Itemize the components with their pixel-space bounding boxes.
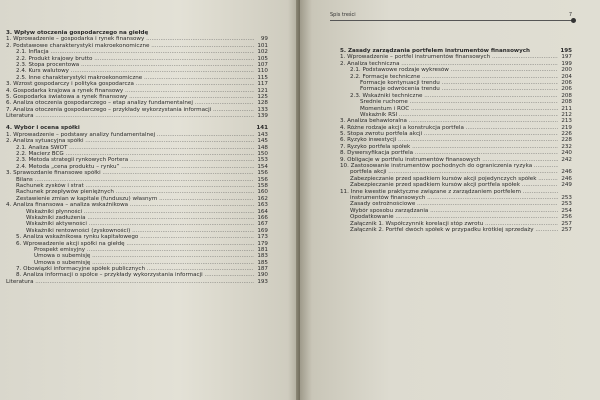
toc-entry-title: 2.3. Metoda strategii rynkowych Portera .....	[6, 157, 254, 163]
toc-entry-title: 4. Analiza finansowa – analiza wskaźnikowa .....	[6, 202, 254, 208]
toc-entry-title: Zabezpieczanie przed spadkiem kursów akcji portfela spółek .....	[340, 182, 558, 188]
toc-entry-page: 199	[561, 60, 572, 67]
toc-entry-page: 254	[561, 207, 572, 214]
toc-entry-title: 2.5. Inne charakterystyki makroekonomiczne .....	[6, 75, 254, 81]
toc-entry-title: Literatura .....	[6, 279, 254, 285]
toc-entry-title: Wskaźniki aktywności .....	[6, 221, 254, 227]
toc-entry-title: 2.2. Produkt krajowy brutto .....	[6, 56, 254, 62]
toc-entry-page: 212	[561, 111, 572, 118]
toc-entry-title: 2.1. Podstawowe rodzaje wykresów .....	[340, 67, 558, 73]
toc-entry-page: 101	[257, 42, 268, 49]
toc-entry-page: 257	[561, 226, 572, 233]
toc-entry	[340, 227, 572, 233]
toc-entry-page: 156	[257, 170, 268, 177]
toc-entry-title: Rachunek zysków i strat .....	[6, 183, 254, 189]
toc-entry-page: 208	[561, 92, 572, 99]
toc-entry-page: 145	[257, 138, 268, 145]
toc-entry-title: Literatura .....	[6, 113, 254, 119]
toc-entry-page: 213	[561, 118, 572, 125]
toc-entry-title: 3. Analiza behawioralna .....	[340, 118, 558, 124]
toc-entry-title: 10. Zastosowanie instrumentów pochodnych do ograniczenia ryzyka .....	[340, 163, 558, 169]
toc-entry-title: 3. Sprawozdanie finansowe spółki .....	[6, 170, 254, 176]
toc-entry-title: Opodatkowanie .....	[340, 214, 558, 220]
toc-entry-page: 228	[561, 137, 572, 144]
toc-entry-title: 2.4. Kurs walutowy .....	[6, 68, 254, 74]
toc-entry-page: 105	[257, 55, 268, 62]
toc-entry-title: Rachunek przepływów pieniężnych .....	[6, 189, 254, 195]
toc-entry-page: 253	[561, 201, 572, 208]
toc-entry-page: 187	[257, 266, 268, 273]
toc-entry-page: 150	[257, 151, 268, 158]
toc-entry-title: 4. Różne rodzaje akcji a konstrukcja portfela .....	[340, 125, 558, 131]
toc-entry-title: Załącznik 2. Portfel dwóch spółek w przypadku krótkiej sprzedaży .....	[340, 227, 558, 233]
toc-entry-title: Wskaźniki płynności .....	[6, 209, 254, 215]
toc-entry-title: Umowa o subemisję .....	[6, 260, 254, 266]
toc-entry-title: Wybór sposobu zarządzania .....	[340, 208, 558, 214]
toc-entry-title: 7. Obowiązki informacyjne spółek publicznych .....	[6, 266, 254, 272]
toc-entry-title: 2.2. Macierz BCG .....	[6, 151, 254, 157]
toc-entry-page: 246	[561, 175, 572, 182]
toc-entry-page: 117	[257, 81, 268, 88]
toc-entry-page: 179	[257, 240, 268, 247]
toc-entry-title: Zestawienie zmian w kapitale (funduszu) własnym .....	[6, 196, 254, 202]
toc-entry-title: 3. Wzrost gospodarczy i polityka gospodarcza .....	[6, 81, 254, 87]
toc-entry-page: 246	[561, 169, 572, 176]
toc-entry-page: 181	[257, 246, 268, 253]
right-table-of-contents	[340, 42, 572, 233]
toc-entry-title: 1. Wprowadzenie – portfel instrumentów finansowych .....	[340, 54, 558, 60]
toc-entry-page: 193	[257, 278, 268, 285]
toc-entry-title: Formacje odwrócenia trendu .....	[340, 86, 558, 92]
toc-entry-page: 208	[561, 99, 572, 106]
toc-entry-page: 166	[257, 214, 268, 221]
toc-entry-page: 256	[561, 214, 572, 221]
toc-entry-page: 162	[257, 195, 268, 202]
toc-entry-title: 1. Wprowadzenie – podstawy analizy fundamentalnej .....	[6, 132, 254, 138]
toc-entry-page: 226	[561, 131, 572, 138]
toc-entry-page: 185	[257, 259, 268, 266]
toc-entry-title: 5. Stopa zwrotu portfela akcji .....	[340, 131, 558, 137]
toc-entry-page: 219	[561, 124, 572, 131]
toc-entry-page: 102	[257, 49, 268, 56]
toc-entry-page: 128	[257, 100, 268, 107]
toc-entry-title: 2.3. Stopa procentowa .....	[6, 62, 254, 68]
toc-entry-page: 206	[561, 86, 572, 93]
toc-entry-page: 133	[257, 106, 268, 113]
toc-entry-page: 153	[257, 157, 268, 164]
toc-entry-page: 160	[257, 189, 268, 196]
running-header-title: Spis treści	[330, 12, 356, 18]
page-number: 7	[568, 12, 572, 18]
toc-entry-page: 232	[561, 143, 572, 150]
toc-entry-page: 121	[257, 87, 268, 94]
toc-entry	[6, 113, 268, 119]
toc-entry-title: 6. Ryzyko inwestycji .....	[340, 137, 558, 143]
toc-entry	[6, 279, 268, 285]
toc-entry-page: 253	[561, 194, 572, 201]
toc-entry-title: Bilans .....	[6, 177, 254, 183]
toc-entry-title: Umowa o subemisję .....	[6, 253, 254, 259]
toc-entry-title: Średnie ruchome .....	[340, 99, 558, 105]
toc-entry-page: 257	[561, 220, 572, 227]
toc-entry-page: 211	[561, 105, 572, 112]
left-table-of-contents	[6, 24, 268, 285]
toc-entry-title: 2.1. Inflacja .....	[6, 49, 254, 55]
toc-entry-title: 8. Analiza informacji o spółce – przykłady wykorzystania informacji .....	[6, 272, 254, 278]
toc-entry-page: 125	[257, 93, 268, 100]
toc-entry-page: 169	[257, 227, 268, 234]
toc-entry-title: Wskaźniki zadłużenia .....	[6, 215, 254, 221]
toc-entry-page: 141	[256, 125, 268, 132]
toc-entry-title: 5. Gospodarka światowa a rynek finansowy .....	[6, 94, 254, 100]
toc-entry-page: 242	[561, 156, 572, 163]
toc-entry-title: Zabezpieczanie przed spadkiem kursów akcji pojedynczych spółek .....	[340, 176, 558, 182]
toc-entry-page: 200	[561, 67, 572, 74]
toc-entry-page: 115	[257, 74, 268, 81]
toc-entry-page: 167	[257, 221, 268, 228]
header-dot	[571, 18, 576, 23]
toc-entry-title: 2.4. Metoda „cena produktu – rynku” .....	[6, 164, 254, 170]
toc-entry-page: 206	[561, 79, 572, 86]
toc-entry-page: 156	[257, 176, 268, 183]
toc-entry-title: 5. Analiza wskaźnikowa rynku kapitałowego .....	[6, 234, 254, 240]
toc-entry-title: Załącznik 1. Współczynnik korelacji stóp zwrotu .....	[340, 221, 558, 227]
toc-entry-page: 183	[257, 253, 268, 260]
toc-entry-title: 3. Wpływ otoczenia gospodarczego na giełdę	[6, 30, 149, 36]
toc-entry-title: 2.3. Wskaźniki techniczne .....	[340, 93, 558, 99]
toc-entry-title: 8. Dywersyfikacja portfela .....	[340, 150, 558, 156]
toc-entry-title: 6. Analiza otoczenia gospodarczego – etap analizy fundamentalnej .....	[6, 100, 254, 106]
toc-entry-title: 7. Ryzyko portfela spółek .....	[340, 144, 558, 150]
running-header	[330, 8, 572, 21]
toc-entry-title: 9. Obligacje w portfelu instrumentów finansowych .....	[340, 157, 558, 163]
toc-entry-title: Wskaźnik RSI .....	[340, 112, 558, 118]
toc-entry-title: 2.2. Formacje techniczne .....	[340, 74, 558, 80]
toc-entry-title: Momentum i ROC .....	[340, 106, 558, 112]
toc-entry-title: portfela akcji .....	[340, 169, 558, 175]
toc-entry-title: 2. Analiza sytuacyjna spółki .....	[6, 138, 254, 144]
toc-entry-page: 190	[257, 272, 268, 279]
toc-entry-title: 6. Wprowadzenie akcji spółki na giełdę .....	[6, 241, 254, 247]
toc-entry-page: 173	[257, 234, 268, 241]
toc-entry-page: 240	[561, 150, 572, 157]
toc-entry-page: 148	[257, 144, 268, 151]
toc-entry-title: Prospekt emisyjny .....	[6, 247, 254, 253]
toc-entry-title: 5. Zasady zarządzania portfelem instrumentów finansowych	[340, 48, 531, 54]
toc-entry-page: 154	[257, 163, 268, 170]
toc-entry-page: 163	[257, 202, 268, 209]
toc-entry-page: 158	[257, 182, 268, 189]
toc-entry-page: 99	[260, 36, 268, 43]
toc-entry-title: 2.1. Analiza SWOT .....	[6, 145, 254, 151]
toc-entry-page: 139	[257, 113, 268, 120]
toc-entry-page: 107	[257, 61, 268, 68]
toc-entry-page: 197	[561, 54, 572, 61]
toc-entry-title: Wskaźniki rentowności (zyskowności) .....	[6, 228, 254, 234]
toc-entry-title: 11. Inne kwestie praktyczne związane z zarządzaniem portfelem .....	[340, 189, 558, 195]
toc-entry-title: 7. Analiza otoczenia gospodarczego – przykłady wykorzystania informacji .....	[6, 107, 254, 113]
toc-entry-page: 164	[257, 208, 268, 215]
toc-entry-page: 195	[560, 48, 572, 54]
toc-entry-page: 110	[257, 68, 268, 75]
toc-entry-title: Formacje kontynuacji trendu .....	[340, 80, 558, 86]
toc-entry-title: Zasady ostrożnościowe .....	[340, 201, 558, 207]
toc-entry-title: 2. Analiza techniczna .....	[340, 61, 558, 67]
toc-entry-title: 4. Gospodarka krajowa a rynek finansowy .....	[6, 88, 254, 94]
toc-entry-page: 204	[561, 73, 572, 80]
toc-entry-page: 143	[257, 131, 268, 138]
toc-entry-title: 2. Podstawowe charakterystyki makroekonomiczne .....	[6, 43, 254, 49]
toc-entry-title: 4. Wybór i ocena spółki	[6, 125, 80, 132]
toc-entry-title: 1. Wprowadzenie – gospodarka i rynek finansowy .....	[6, 36, 254, 42]
toc-entry-title: instrumentów finansowych .....	[340, 195, 558, 201]
toc-entry-page: 249	[561, 182, 572, 189]
